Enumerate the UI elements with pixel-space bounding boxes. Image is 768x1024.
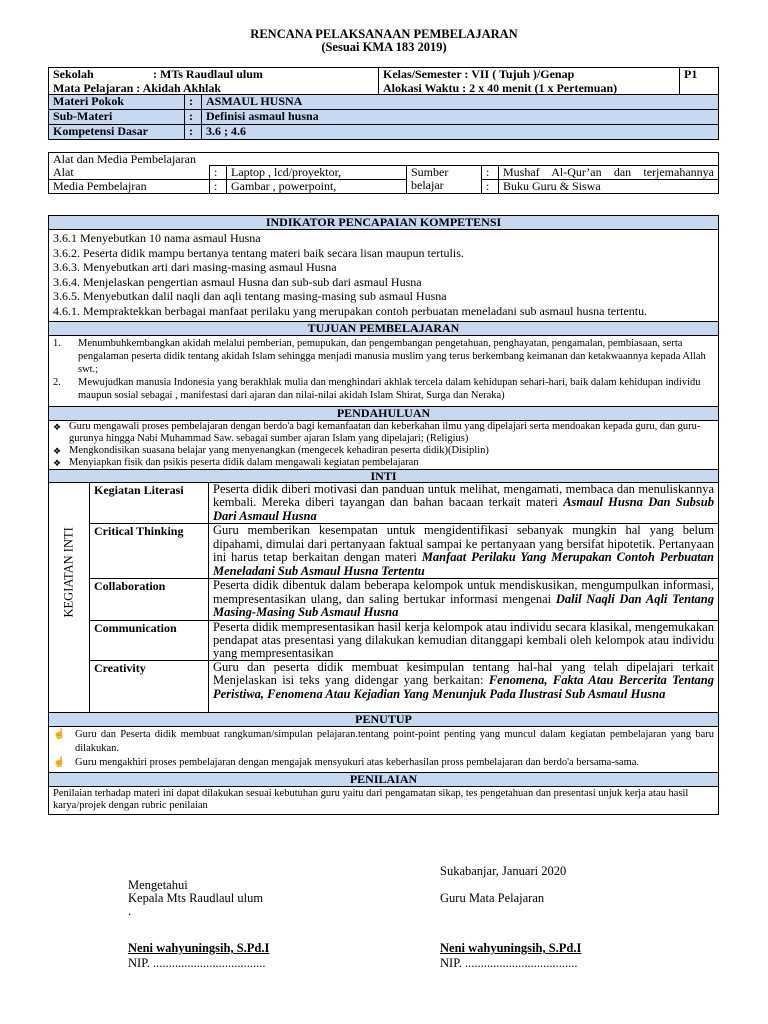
kd-value: 3.6 ; 4.6: [202, 125, 719, 140]
indikator-item: 3.6.4. Menjelaskan pengertian asmaul Husna dan sub-sub dari asmaul Husna: [53, 274, 422, 289]
guru-label: Guru Mata Pelajaran: [440, 891, 545, 905]
tujuan-item: [53, 376, 714, 402]
kepala-label: Kepala Mts Raudlaul ulum: [128, 891, 264, 905]
penutup-item: [53, 756, 714, 770]
materi-row: [49, 95, 719, 110]
materi-label: Materi Pokok: [49, 95, 185, 110]
pendahuluan-heading: PENDAHULUAN: [49, 406, 719, 420]
mapel-value: Akidah Akhlak: [142, 80, 222, 95]
inti-emphasis: Manfaat Perilaku Yang Merupakan Contoh Perbuatan Meneladani Sub Asmaul Husna Tertentu: [213, 550, 715, 578]
indikator-item: 3.6.2. Peserta didik mampu bertanya tentang materi baik secara lisan maupun tertulis.: [53, 245, 464, 260]
penilaian-text: Penilaian terhadap materi ini dapat dilakukan sesuai kebutuhan guru yaitu dari pengamatan sikap, tes pengetahuan dan presentasi unjuk kerja atau hasil karya/projek dengan rubric penilaian: [49, 786, 719, 814]
identity-table: [48, 67, 719, 96]
sekolah-value: : MTs Raudlaul ulum: [153, 67, 263, 81]
tujuan-text: Menumbuhkembangkan akidah melalui pemberian, pemupukan, dan pengembangan pengetahuan, penghayatan, pengamalan, pembiasaan, serta pengalaman peserta didik tentang akidah Islam sehingga menjadi manusia muslim yang terus berkembang keimanan dan ketakwaannya kepada Allah swt.;: [78, 337, 706, 375]
sumber-label: Sumber belajar: [407, 166, 482, 194]
sumber-sep: :: [482, 166, 499, 180]
inti-emphasis: Dalil Naqli Dan Aqli Tentang Masing-Masing Sub Asmaul Husna: [213, 591, 715, 620]
inti-side-cell: [49, 482, 90, 712]
pendahuluan-text: Mengkondisikan suasana belajar yang menyenangkan (mengecek kehadiran peserta didik)(Disiplin): [69, 444, 489, 456]
pendahuluan-item: [53, 445, 714, 457]
inti-text-critical: [209, 524, 719, 579]
identity-left: [49, 68, 379, 96]
inti-text-literasi: [209, 482, 719, 524]
penutup-heading: PENUTUP: [49, 712, 719, 726]
indikator-list: [49, 230, 719, 322]
inti-heading: INTI: [49, 469, 719, 482]
submateri-label: Sub-Materi: [49, 110, 185, 125]
inti-body: Peserta didik diberi motivasi dan panduan untuk melihat, mengamati, membaca dan menuliskannya kembali. Mereka diberi tayangan dan bahan bacaan terkait materi: [213, 481, 714, 510]
pendahuluan-text: Guru mengawali proses pembelajaran dengan berdo'a bagi kemanfaatan dan keberkahan ilmu yang dipelajari serta mendoakan kepada guru, dan guru-gurunya hingga Nabi Muhammad Saw. sebagai sumber ajaran Islam yang dipelajari; (Religius): [69, 420, 701, 444]
nip-right: NIP. ....................................: [440, 956, 578, 970]
alat-table: [48, 152, 719, 194]
inti-emphasis: Asmaul Husna Dan Subsub Dari Asmaul Husna: [213, 495, 714, 523]
sumber-sep-2: :: [482, 180, 499, 194]
inti-text-collaboration: [209, 579, 719, 621]
diamond-bullet-icon: ❖: [53, 445, 62, 456]
inti-body: Guru dan peserta didik membuat kesimpulan tentang hal-hal yang telah dipelajari terkait Menjelaskan isi teks yang didengar yang berkaitan:: [213, 659, 714, 688]
inti-text-creativity: [209, 660, 719, 712]
submateri-row: [49, 110, 719, 125]
tujuan-heading: TUJUAN PEMBELAJARAN: [49, 321, 719, 335]
tujuan-item: [53, 337, 714, 376]
pendahuluan-text: Menyiapkan fisik dan psikis peserta didik dalam mengawali kegiatan pembelajaran: [69, 456, 419, 468]
identity-right: [379, 68, 680, 96]
indikator-item: 3.6.3. Menyebutkan arti dari masing-masing asmaul Husna: [53, 260, 337, 275]
tujuan-num: 1.: [53, 337, 61, 349]
plan-code: P1: [680, 68, 719, 96]
pendahuluan-list: [49, 420, 719, 469]
sumber-value-2: Buku Guru & Siswa: [499, 180, 719, 194]
alat-sep: :: [210, 166, 227, 180]
kelas-value: VII ( Tujuh )/Genap: [471, 67, 575, 81]
tujuan-list: [49, 335, 719, 406]
diamond-bullet-icon: ❖: [53, 421, 62, 432]
sumber-value-1: Mushaf Al-Qur’an dan terjemahannya: [499, 166, 719, 180]
inti-label-critical: Critical Thinking: [90, 524, 209, 579]
media-sep: :: [210, 180, 227, 194]
place-date: Sukabanjar, Januari 2020: [440, 864, 567, 878]
alat-value: Laptop , lcd/proyektor,: [227, 166, 407, 180]
alat-heading: Alat dan Media Pembelajaran: [49, 153, 719, 166]
kd-label: Kompetensi Dasar: [49, 125, 185, 140]
document-subtitle: (Sesuai KMA 183 2019): [321, 40, 447, 54]
indikator-item: 3.6.1 Menyebutkan 10 nama asmaul Husna: [53, 231, 261, 245]
alokasi-value: 2 x 40 menit (1 x Pertemuan): [469, 80, 618, 95]
name-left: Neni wahyuningsih, S.Pd.I: [128, 941, 270, 955]
inti-body: Peserta didik mempresentasikan hasil kerja kelompok atau individu secara klasikal, mengemukakan pendapat atas presentasi yang dilakukan kemudian ditanggapi kembali oleh kelompok atau individu yang mempresentasikan: [213, 619, 714, 660]
penutup-item: [53, 728, 714, 756]
materi-sep: :: [185, 95, 202, 110]
inti-emphasis: Fenomena, Fakta Atau Bercerita Tentang Peristiwa, Fenomena Atau Kejadian Yang Menunjuk Pada Ilustrasi Sub Asmaul Husna: [213, 673, 714, 701]
pendahuluan-item: [53, 421, 714, 445]
kd-sep: :: [185, 125, 202, 140]
pointing-hand-icon: ☝: [53, 728, 66, 740]
tujuan-num: 2.: [53, 376, 61, 388]
submateri-value: Definisi asmaul husna: [202, 110, 719, 125]
alokasi-label: Alokasi Waktu :: [383, 80, 467, 95]
inti-body: Guru memberikan kesempatan untuk mengidentifikasi sebanyak mungkin hal yang belum dipahami, dimulai dari pertanyaan faktual sampai ke pertanyaan yang bersifat hipotetik. Pertanyaan ini harus tetap berkaitan dengan materi: [213, 523, 714, 565]
penutup-text: Guru dan Peserta didik membuat rangkuman/simpulan pelajaran.tentang point-point penting yang muncul dalam kegiatan pembelajaran yang baru dilakukan.: [75, 728, 714, 754]
media-value: Gambar , powerpoint,: [227, 180, 407, 194]
inti-label-literasi: Kegiatan Literasi: [90, 482, 209, 524]
main-table: [48, 215, 719, 815]
penutup-text: Guru mengakhiri proses pembelajaran dengan mengajak mensyukuri atas keberhasilan pross pembelajaran dan berdo'a bersama-sama.: [75, 756, 640, 768]
sekolah-label: Sekolah: [53, 67, 94, 81]
media-label: Media Pembelajran: [49, 180, 210, 194]
materi-table: [48, 94, 719, 140]
indikator-item: 3.6.5. Menyebutkan dalil naqli dan aqli tentang masing-masing sub asmaul Husna: [53, 289, 447, 304]
submateri-sep: :: [185, 110, 202, 125]
inti-body: Peserta didik dibentuk dalam beberapa kelompok untuk mendiskusikan, mengumpulkan informasi, mempresentasikan ulang, dan saling bertukar informasi mengenai: [213, 578, 714, 606]
pointing-hand-icon: ☝: [53, 756, 66, 768]
nip-left: NIP. ....................................: [128, 956, 266, 970]
materi-value: ASMAUL HUSNA: [202, 95, 719, 110]
diamond-bullet-icon: ❖: [53, 457, 62, 468]
penilaian-heading: PENILAIAN: [49, 772, 719, 786]
kd-row: [49, 125, 719, 140]
indikator-item: 4.6.1. Mempraktekkan berbagai manfaat perilaku yang merupakan contoh perbuatan meneladani sub asmaul husna tertentu.: [53, 303, 648, 318]
dot-mark: .: [128, 904, 132, 918]
kelas-label: Kelas/Semester :: [383, 67, 469, 81]
penutup-list: [49, 726, 719, 772]
tujuan-text: Mewujudkan manusia Indonesia yang berakhlak mulia dan menghindari akhlak tercela dalam kehidupan sehari-hari, baik dalam kehidupan individu maupun sosial sebagai , manifestasi dari ajaran dan nilai-nilai akidah Islam Shirat, Surga dan Neraka): [78, 376, 701, 401]
indikator-heading: INDIKATOR PENCAPAIAN KOMPETENSI: [49, 216, 719, 230]
inti-side-label: KEGIATAN INTI: [61, 526, 76, 618]
mapel-label: Mata Pelajaran :: [53, 80, 141, 95]
name-right: Neni wahyuningsih, S.Pd.I: [440, 941, 582, 955]
alat-label: Alat: [49, 166, 210, 180]
inti-text-communication: [209, 620, 719, 660]
mengetahui-label: Mengetahui: [128, 878, 188, 892]
inti-label-collaboration: Collaboration: [90, 579, 209, 621]
inti-label-communication: Communication: [90, 620, 209, 660]
pendahuluan-item: [53, 457, 714, 469]
document-title: RENCANA PELAKSANAAN PEMBELAJARAN: [250, 27, 518, 41]
inti-label-creativity: Creativity: [90, 660, 209, 712]
